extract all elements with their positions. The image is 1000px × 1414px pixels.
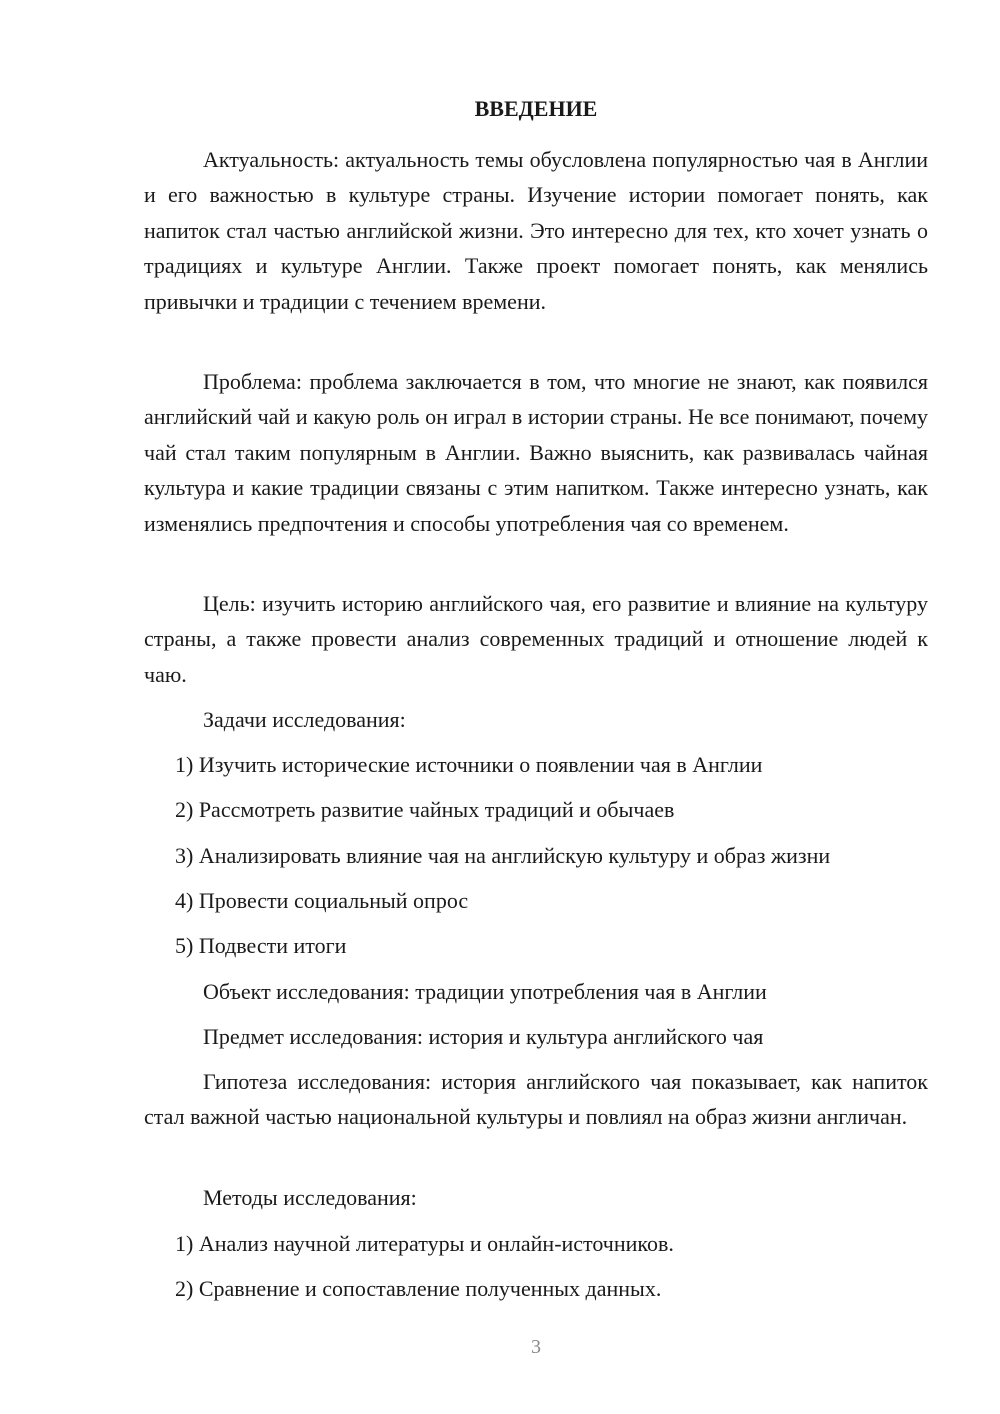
- section-heading: ВВЕДЕНИЕ: [474, 96, 598, 121]
- methods-title: Методы исследования:: [203, 1185, 417, 1210]
- task-item: 5) Подвести итоги: [175, 933, 347, 958]
- page-number: 3: [531, 1336, 541, 1358]
- method-item: 1) Анализ научной литературы и онлайн-источников.: [175, 1231, 674, 1256]
- task-item: 3) Анализировать влияние чая на английскую культуру и образ жизни: [175, 843, 831, 868]
- method-item: 2) Сравнение и сопоставление полученных данных.: [175, 1276, 662, 1301]
- paragraph-hypothesis: Гипотеза исследования: история английского чая показывает, как напиток стал важной частью национальной культуры и повлиял на образ жизни англичан.: [144, 1069, 928, 1130]
- paragraph-relevance: Актуальность: актуальность темы обусловлена популярностью чая в Англии и его важностью в культуре страны. Изучение истории помогает понять, как напиток стал частью английской жизни. Это интересно для тех, кто хочет узнать о традициях и культуре Англии. Также проект помогает понять, как менялись привычки и традиции с течением времени.: [144, 147, 928, 314]
- tasks-title: Задачи исследования:: [203, 707, 406, 732]
- research-object: Объект исследования: традиции употребления чая в Англии: [203, 979, 767, 1004]
- paragraph-problem: Проблема: проблема заключается в том, что многие не знают, как появился английский чай и какую роль он играл в истории страны. Не все понимают, почему чай стал таким популярным в Англии. Важно выяснить, как развивалась чайная культура и какие традиции связаны с этим напитком. Также интересно узнать, как изменялись предпочтения и способы употребления чая со временем.: [144, 369, 928, 536]
- task-item: 1) Изучить исторические источники о появлении чая в Англии: [175, 752, 763, 777]
- paragraph-goal: Цель: изучить историю английского чая, его развитие и влияние на культуру страны, а также провести анализ современных традиций и отношение людей к чаю.: [144, 591, 928, 687]
- research-subject: Предмет исследования: история и культура английского чая: [203, 1024, 764, 1049]
- task-item: 4) Провести социальный опрос: [175, 888, 469, 913]
- task-item: 2) Рассмотреть развитие чайных традиций и обычаев: [175, 797, 675, 822]
